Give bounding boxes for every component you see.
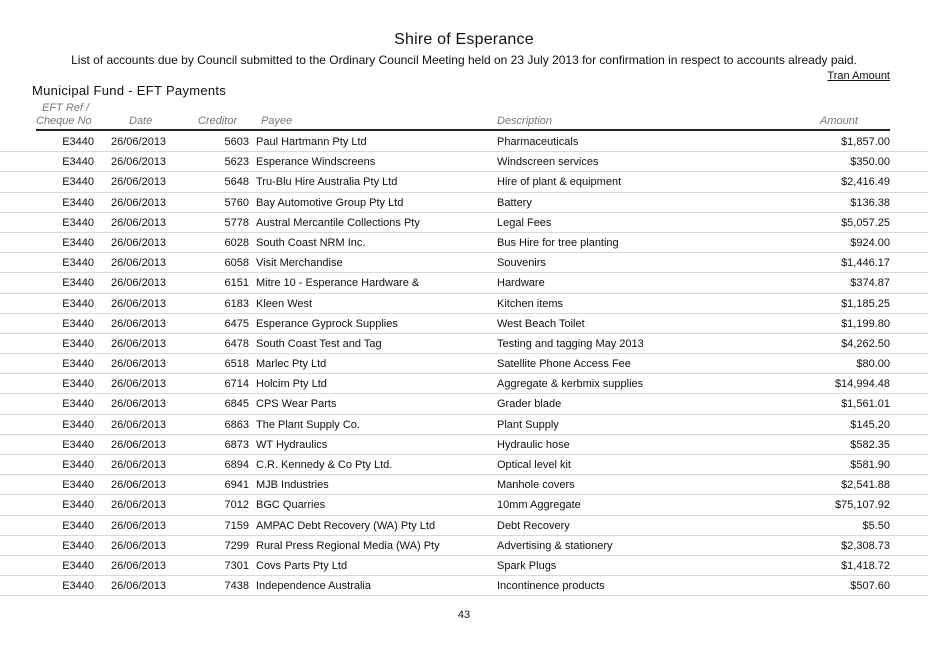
- creditor-cell: 7012: [224, 499, 249, 512]
- amount-cell: $1,561.01: [841, 398, 890, 411]
- date-cell: 26/06/2013: [111, 176, 167, 189]
- date-cell: 26/06/2013: [111, 378, 167, 391]
- date-cell: 26/06/2013: [111, 136, 167, 148]
- cheque-no-cell: E3440: [62, 499, 94, 512]
- description-cell: Incontinence products: [497, 580, 605, 593]
- cheque-no-cell: E3440: [62, 358, 94, 371]
- creditor-cell: 6941: [224, 479, 249, 492]
- creditor-cell: 6058: [224, 257, 249, 270]
- table-row: [0, 132, 928, 152]
- cheque-no-cell: E3440: [62, 277, 94, 290]
- payee-cell: Marlec Pty Ltd: [256, 358, 327, 371]
- description-cell: Plant Supply: [497, 418, 559, 431]
- date-cell: 26/06/2013: [111, 438, 167, 451]
- table-row: [0, 556, 928, 576]
- amount-cell: $581.90: [850, 459, 890, 471]
- description-cell: Aggregate & kerbmix supplies: [497, 378, 644, 391]
- table-row: [0, 516, 928, 536]
- description-cell: Debt Recovery: [497, 519, 570, 532]
- cheque-no-cell: E3440: [62, 236, 94, 249]
- column-header-amount: Amount: [820, 115, 858, 127]
- cheque-no-cell: E3440: [62, 156, 94, 169]
- description-cell: Kitchen items: [497, 297, 564, 310]
- table-row: [0, 253, 928, 273]
- description-cell: Bus Hire for tree planting: [497, 236, 619, 249]
- date-cell: 26/06/2013: [111, 398, 167, 411]
- description-cell: Grader blade: [497, 398, 562, 411]
- date-cell: 26/06/2013: [111, 479, 167, 492]
- amount-cell: $145.20: [850, 418, 890, 431]
- section-heading: Municipal Fund - EFT Payments: [32, 83, 227, 98]
- creditor-cell: 7438: [224, 580, 249, 593]
- cheque-no-cell: E3440: [62, 317, 94, 330]
- amount-cell: $14,994.48: [834, 378, 890, 391]
- column-header-payee: Payee: [261, 115, 293, 127]
- cheque-no-cell: E3440: [62, 337, 94, 350]
- description-cell: Hire of plant & equipment: [497, 176, 622, 189]
- amount-cell: $1,418.72: [841, 559, 890, 572]
- payee-cell: Kleen West: [256, 297, 313, 310]
- amount-cell: $2,308.73: [841, 539, 890, 552]
- page-number: 43: [457, 609, 471, 621]
- payee-cell: South Coast Test and Tag: [256, 337, 382, 350]
- date-cell: 26/06/2013: [111, 156, 167, 169]
- table-row: [0, 273, 928, 293]
- payee-cell: MJB Industries: [256, 479, 329, 492]
- column-header-date: Date: [129, 115, 153, 127]
- creditor-cell: 6863: [224, 418, 249, 431]
- description-cell: Pharmaceuticals: [497, 136, 579, 148]
- table-row: [0, 495, 928, 515]
- amount-cell: $1,185.25: [841, 297, 890, 310]
- payee-cell: Austral Mercantile Collections Pty: [256, 216, 420, 229]
- date-cell: 26/06/2013: [111, 317, 167, 330]
- description-cell: Souvenirs: [497, 257, 546, 270]
- table-row: [0, 455, 928, 475]
- description-cell: Windscreen services: [497, 156, 599, 169]
- payee-cell: Independence Australia: [256, 580, 371, 593]
- column-header-ref-line1: EFT Ref /: [42, 102, 90, 114]
- column-header-ref-line2: Cheque No: [36, 115, 92, 127]
- table-row: [0, 374, 928, 394]
- date-cell: 26/06/2013: [111, 236, 167, 249]
- cheque-no-cell: E3440: [62, 297, 94, 310]
- creditor-cell: 7159: [224, 519, 249, 532]
- table-row: [0, 576, 928, 596]
- payee-cell: Rural Press Regional Media (WA) Pty: [256, 539, 440, 552]
- table-row: [0, 294, 928, 314]
- creditor-cell: 6151: [224, 277, 249, 290]
- creditor-cell: 5603: [224, 136, 249, 148]
- date-cell: 26/06/2013: [111, 519, 167, 532]
- table-row: [0, 334, 928, 354]
- description-cell: Hardware: [497, 277, 545, 290]
- creditor-cell: 7301: [224, 559, 249, 572]
- creditor-cell: 5648: [224, 176, 249, 189]
- payee-cell: Paul Hartmann Pty Ltd: [256, 136, 367, 148]
- creditor-cell: 6475: [224, 317, 249, 330]
- creditor-cell: 6183: [224, 297, 249, 310]
- description-cell: Legal Fees: [497, 216, 552, 229]
- payee-cell: BGC Quarries: [256, 499, 326, 512]
- description-cell: West Beach Toilet: [497, 317, 585, 330]
- payee-cell: Holcim Pty Ltd: [256, 378, 327, 391]
- date-cell: 26/06/2013: [111, 499, 167, 512]
- creditor-cell: 6845: [224, 398, 249, 411]
- creditor-cell: 6478: [224, 337, 249, 350]
- cheque-no-cell: E3440: [62, 196, 94, 209]
- table-row: [0, 354, 928, 374]
- amount-cell: $5,057.25: [841, 216, 890, 229]
- cheque-no-cell: E3440: [62, 418, 94, 431]
- creditor-cell: 6518: [224, 358, 249, 371]
- column-header-description: Description: [497, 115, 553, 127]
- document-title: Shire of Esperance: [394, 31, 534, 48]
- payee-cell: Tru-Blu Hire Australia Pty Ltd: [256, 176, 398, 189]
- creditor-cell: 6028: [224, 236, 249, 249]
- payee-cell: The Plant Supply Co.: [256, 418, 360, 431]
- amount-cell: $374.87: [850, 277, 890, 290]
- creditor-cell: 6873: [224, 438, 249, 451]
- payee-cell: AMPAC Debt Recovery (WA) Pty Ltd: [256, 519, 436, 532]
- description-cell: Optical level kit: [497, 459, 571, 471]
- description-cell: Manhole covers: [497, 479, 575, 492]
- amount-cell: $924.00: [850, 236, 890, 249]
- description-cell: Battery: [497, 196, 532, 209]
- creditor-cell: 7299: [224, 539, 249, 552]
- table-row: [0, 233, 928, 253]
- payee-cell: Esperance Windscreens: [256, 156, 376, 169]
- amount-cell: $4,262.50: [841, 337, 890, 350]
- cheque-no-cell: E3440: [62, 216, 94, 229]
- date-cell: 26/06/2013: [111, 196, 167, 209]
- amount-cell: $80.00: [856, 358, 890, 371]
- payee-cell: South Coast NRM Inc.: [256, 236, 366, 249]
- payee-cell: Bay Automotive Group Pty Ltd: [256, 196, 404, 209]
- creditor-cell: 6714: [224, 378, 249, 391]
- amount-cell: $2,541.88: [841, 479, 890, 492]
- date-cell: 26/06/2013: [111, 337, 167, 350]
- cheque-no-cell: E3440: [62, 176, 94, 189]
- table-row: [0, 172, 928, 192]
- cheque-no-cell: E3440: [62, 257, 94, 270]
- amount-cell: $1,857.00: [841, 136, 890, 148]
- date-cell: 26/06/2013: [111, 418, 167, 431]
- table-row: [0, 475, 928, 495]
- cheque-no-cell: E3440: [62, 438, 94, 451]
- description-cell: 10mm Aggregate: [497, 499, 581, 512]
- cheque-no-cell: E3440: [62, 479, 94, 492]
- creditor-cell: 5778: [224, 216, 249, 229]
- date-cell: 26/06/2013: [111, 257, 167, 270]
- document-subtitle: List of accounts due by Council submitted to the Ordinary Council Meeting held on 23 July 2013 for confirmation in respect to accounts already paid.: [71, 53, 857, 67]
- cheque-no-cell: E3440: [62, 559, 94, 572]
- table-row: [0, 314, 928, 334]
- payee-cell: Esperance Gyprock Supplies: [256, 317, 398, 330]
- amount-cell: $75,107.92: [834, 499, 890, 512]
- payee-cell: WT Hydraulics: [256, 438, 328, 451]
- table-row: [0, 152, 928, 172]
- payee-cell: Covs Parts Pty Ltd: [256, 559, 348, 572]
- date-cell: 26/06/2013: [111, 580, 167, 593]
- creditor-cell: 5623: [224, 156, 249, 169]
- amount-cell: $5.50: [862, 519, 890, 532]
- table-row: [0, 536, 928, 556]
- date-cell: 26/06/2013: [111, 559, 167, 572]
- description-cell: Satellite Phone Access Fee: [497, 358, 631, 371]
- amount-cell: $136.38: [850, 196, 890, 209]
- payments-table: [0, 132, 928, 596]
- cheque-no-cell: E3440: [62, 459, 94, 471]
- description-cell: Spark Plugs: [497, 559, 557, 572]
- table-row: [0, 435, 928, 455]
- table-row: [0, 415, 928, 435]
- amount-cell: $350.00: [850, 156, 890, 169]
- table-row: [0, 193, 928, 213]
- date-cell: 26/06/2013: [111, 297, 167, 310]
- column-header-creditor: Creditor: [198, 115, 238, 127]
- cheque-no-cell: E3440: [62, 378, 94, 391]
- description-cell: Advertising & stationery: [497, 539, 613, 552]
- header-rule: [36, 129, 890, 131]
- amount-cell: $582.35: [850, 438, 890, 451]
- table-row: [0, 213, 928, 233]
- creditor-cell: 6894: [224, 459, 249, 471]
- amount-cell: $2,416.49: [841, 176, 890, 189]
- amount-cell: $1,446.17: [841, 257, 890, 270]
- amount-cell: $1,199.80: [841, 317, 890, 330]
- date-cell: 26/06/2013: [111, 459, 167, 471]
- cheque-no-cell: E3440: [62, 398, 94, 411]
- description-cell: Hydraulic hose: [497, 438, 570, 451]
- payee-cell: CPS Wear Parts: [256, 398, 337, 411]
- cheque-no-cell: E3440: [62, 519, 94, 532]
- payee-cell: Visit Merchandise: [256, 257, 343, 270]
- date-cell: 26/06/2013: [111, 358, 167, 371]
- amount-cell: $507.60: [850, 580, 890, 593]
- date-cell: 26/06/2013: [111, 539, 167, 552]
- date-cell: 26/06/2013: [111, 277, 167, 290]
- cheque-no-cell: E3440: [62, 580, 94, 593]
- payee-cell: Mitre 10 - Esperance Hardware &: [256, 277, 420, 290]
- payee-cell: C.R. Kennedy & Co Pty Ltd.: [256, 459, 393, 471]
- description-cell: Testing and tagging May 2013: [497, 337, 644, 350]
- cheque-no-cell: E3440: [62, 136, 94, 148]
- table-row: [0, 394, 928, 414]
- cheque-no-cell: E3440: [62, 539, 94, 552]
- tran-amount-label: Tran Amount: [827, 70, 890, 82]
- creditor-cell: 5760: [224, 196, 249, 209]
- date-cell: 26/06/2013: [111, 216, 167, 229]
